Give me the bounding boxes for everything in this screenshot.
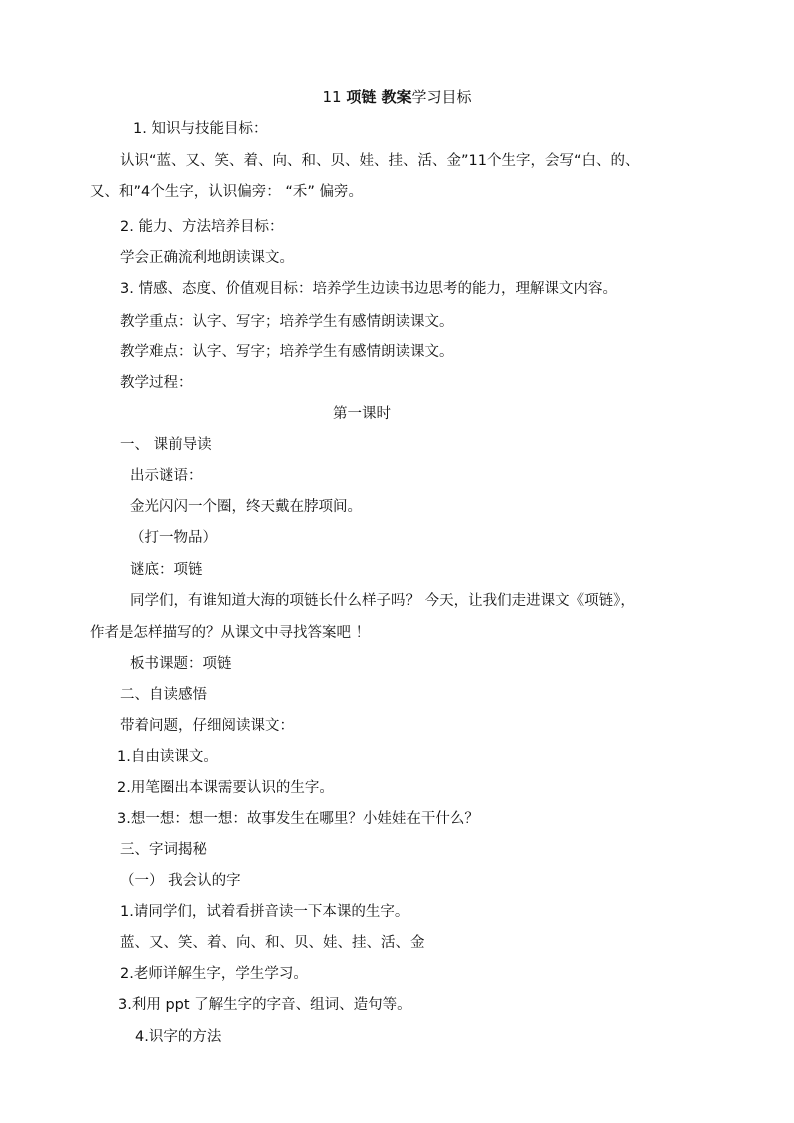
section-first-lesson: 第一课时 — [333, 406, 391, 422]
new-characters-list: 蓝、又、笑、着、向、和、贝、娃、挂、活、金 — [120, 935, 425, 951]
subpart-one-heading: （一） 我会认的字 — [120, 873, 241, 889]
teaching-key-point: 教学重点：认字、写字；培养学生有感情朗读课文。 — [120, 314, 454, 330]
part-one-heading: 一、 课前导读 — [120, 437, 212, 453]
riddle-intro: 出示谜语： — [130, 468, 203, 484]
goal-knowledge-line-1: 认识“蓝、又、笑、着、向、和、贝、娃、挂、活、金”11个生字，会写“白、的、 — [120, 153, 640, 169]
riddle-text: 金光闪闪一个圈，终天戴在脖项间。 — [130, 499, 362, 515]
title-suffix: 学习目标 — [411, 88, 472, 106]
step-3: 3.想一想：想一想：故事发生在哪里？小娃娃在干什么？ — [117, 811, 479, 827]
intro-paragraph-line-2: 作者是怎样描写的？从课文中寻找答案吧 ！ — [90, 625, 371, 641]
teaching-process-label: 教学过程： — [120, 375, 193, 391]
activity-4: 4.识字的方法 — [135, 1029, 222, 1045]
reading-instruction: 带着问题，仔细阅读课文： — [120, 718, 294, 734]
goal-knowledge-line-2: 又、和”4个生字，认识偏旁： “禾” 偏旁。 — [90, 184, 363, 200]
lesson-number: 11 — [322, 88, 342, 106]
lesson-name: 项链 教案 — [346, 88, 412, 106]
activity-1: 1.请同学们，试着看拼音读一下本课的生字。 — [120, 904, 410, 920]
step-2: 2.用笔圈出本课需要认识的生字。 — [117, 780, 334, 796]
goal-emotion-text: 3. 情感、态度、价值观目标：培养学生边读书边思考的能力，理解课文内容。 — [120, 281, 617, 297]
activity-2: 2.老师详解生字，学生学习。 — [120, 966, 308, 982]
riddle-hint: （打一物品） — [130, 530, 217, 546]
riddle-answer: 谜底：项链 — [130, 562, 203, 578]
document-title — [0, 88, 794, 106]
goal-ability-heading: 2. 能力、方法培养目标： — [120, 219, 284, 235]
part-three-heading: 三、字词揭秘 — [120, 842, 207, 858]
goal-ability-text: 学会正确流利地朗读课文。 — [120, 250, 294, 266]
teaching-difficulty: 教学难点：认字、写字；培养学生有感情朗读课文。 — [120, 344, 454, 360]
part-two-heading: 二、自读感悟 — [120, 687, 207, 703]
activity-3: 3.利用 ppt 了解生字的字音、组词、造句等。 — [118, 997, 412, 1013]
blackboard-title: 板书课题：项链 — [130, 656, 232, 672]
goal-knowledge-heading: 1. 知识与技能目标： — [133, 121, 268, 137]
step-1: 1.自由读课文。 — [117, 749, 218, 765]
intro-paragraph-line-1: 同学们，有谁知道大海的项链长什么样子吗？ 今天，让我们走进课文《项链》， — [130, 593, 635, 609]
